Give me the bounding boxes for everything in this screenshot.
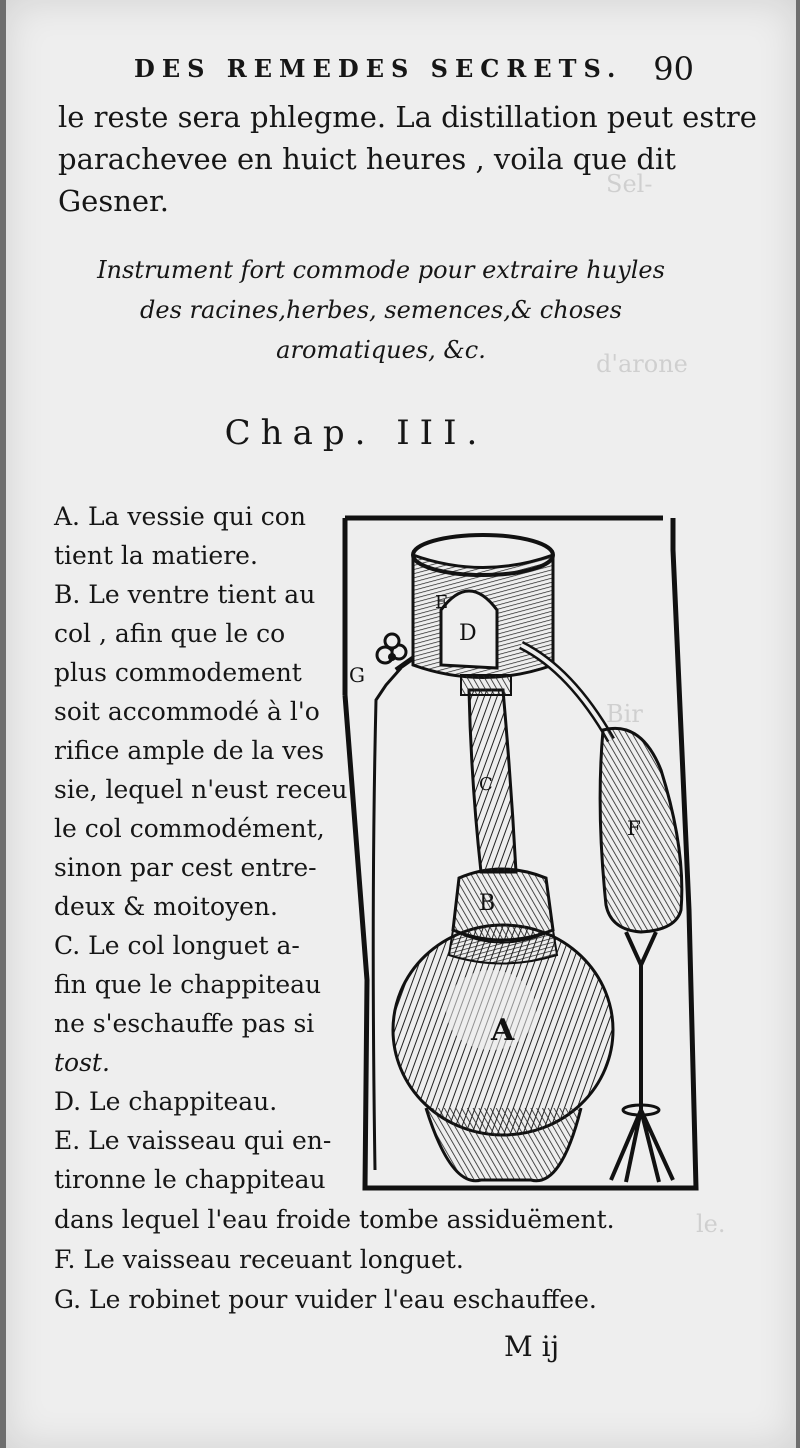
legend-item-d [54, 1082, 364, 1121]
figure-label-g: G [349, 663, 365, 687]
legend-item-e [54, 1121, 364, 1199]
heading-line: des racines,herbes, semences,& choses [140, 296, 622, 324]
legend-line: G. Le robinet pour vuider l'eau eschauffee. [54, 1285, 597, 1314]
legend-line: fin que le chappiteau [54, 970, 322, 999]
figure-label-c: C [479, 774, 493, 795]
legend-item-e-continued [54, 1200, 754, 1240]
legend-line: sie, lequel n'eust receu [54, 775, 348, 804]
legend-line: A. La vessie qui con [54, 502, 306, 531]
bleed-through-text: Bir [606, 700, 643, 728]
drain-pipe [373, 668, 401, 1170]
legend-line: C. Le col longuet a- [54, 931, 300, 960]
figure-label-b: B [479, 891, 496, 916]
text-line: le reste sera phlegme. La distillation peut estre [58, 100, 757, 134]
figure-label-a: A [491, 1013, 515, 1048]
legend-line: deux & moitoyen. [54, 892, 278, 921]
still-woodcut-svg [341, 510, 701, 1200]
instrument-heading [76, 250, 686, 370]
legend-line: plus commodement [54, 658, 302, 687]
legend-line: soit accommodé à l'o [54, 697, 320, 726]
legend-line: B. Le ventre tient au [54, 580, 316, 609]
tap-g [377, 634, 406, 663]
head-socket [461, 675, 511, 695]
figure-label-e: E [435, 592, 449, 613]
legend-line: tironne le chappiteau [54, 1165, 326, 1194]
legend-line: D. Le chappiteau. [54, 1087, 278, 1116]
chapter-title: Chap. III. [224, 413, 488, 453]
legend-item-f [54, 1240, 754, 1280]
legend-item-g [54, 1280, 754, 1320]
figure-label-d: D [459, 621, 477, 646]
heading-line: Instrument fort commode pour extraire huyles [97, 256, 665, 284]
page-header [134, 50, 694, 90]
collar-b [453, 869, 553, 940]
page-number: 90 [653, 50, 694, 88]
legend-line: tient la matiere. [54, 541, 258, 570]
legend-line: le col commodément, [54, 814, 325, 843]
legend-line: F. Le vaisseau receuant longuet. [54, 1245, 464, 1274]
legend-line: col , afin que le co [54, 619, 286, 648]
legend-line: rifice ample de la ves [54, 736, 325, 765]
running-title: DES REMEDES SECRETS. [134, 54, 623, 83]
legend-item-c [54, 926, 364, 1082]
legend-item-a [54, 497, 364, 575]
book-page [6, 0, 796, 1448]
cucurbit-base [426, 1108, 581, 1181]
catchword-signature: M ij [504, 1330, 560, 1363]
bleed-through-text: Sel- [606, 170, 653, 198]
legend-line: dans lequel l'eau froide tombe assiduëment. [54, 1205, 615, 1234]
text-line: parachevee en huict heures , voila que dit [58, 142, 676, 176]
legend-item-b [54, 575, 364, 926]
text-line: Gesner. [58, 184, 169, 218]
legend-line: E. Le vaisseau qui en- [54, 1126, 332, 1155]
figure-legend [54, 497, 364, 1199]
bleed-through-text: d'arone [596, 350, 688, 378]
legend-line: tost. [54, 1048, 110, 1077]
heading-line: aromatiques, &c. [276, 336, 486, 364]
figure-label-f: F [627, 816, 641, 840]
receiver-stand [611, 932, 673, 1182]
legend-line: ne s'eschauffe pas si [54, 1009, 315, 1038]
legend-line: sinon par cest entre- [54, 853, 317, 882]
still-woodcut-illustration [341, 510, 701, 1200]
opening-paragraph [58, 96, 757, 222]
figure-legend-continued [54, 1200, 754, 1320]
bleed-through-text: le. [696, 1210, 726, 1238]
receiver-f [600, 728, 682, 932]
